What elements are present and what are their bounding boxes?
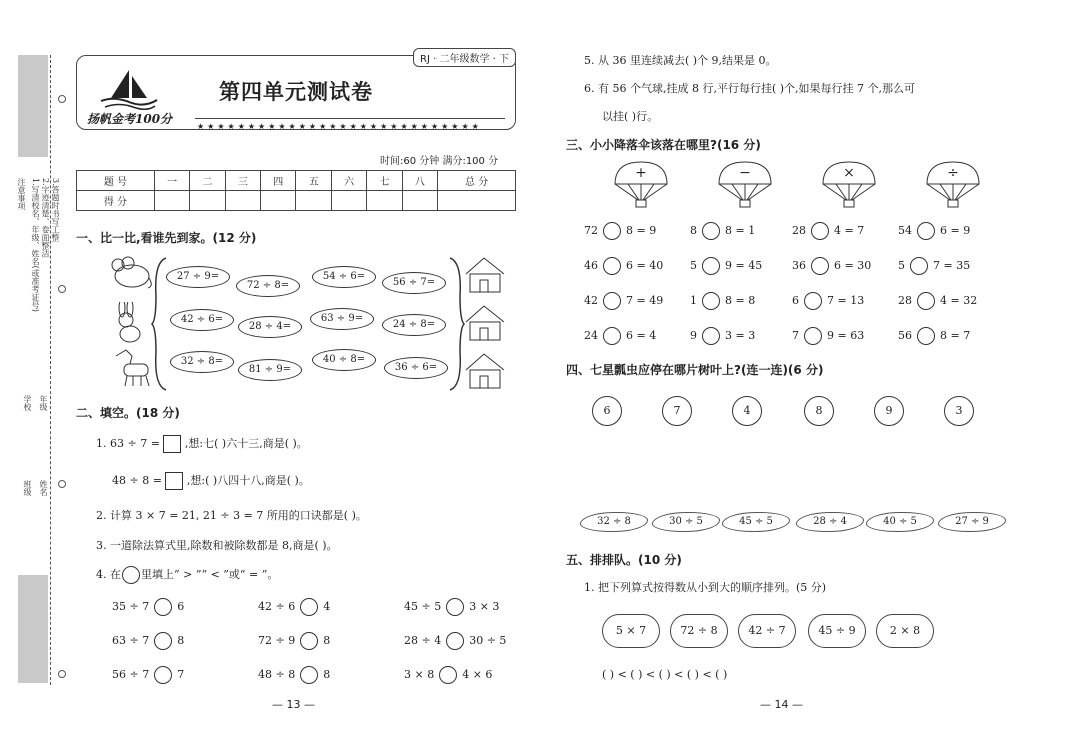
equation-left: 5 (898, 259, 905, 272)
score-header-cell: 一 (154, 171, 189, 191)
fill-q1a-text-2: ,想:七( )六十三,商是( )。 (184, 437, 308, 450)
compare-left: 63 ÷ 7 (112, 634, 150, 647)
race-oval: 72 ÷ 8= (236, 275, 300, 297)
operator-circle[interactable] (917, 222, 935, 240)
section-4-title: 四、七星瓢虫应停在哪片树叶上?(连一连)(6 分) (566, 363, 824, 377)
race-oval: 28 ÷ 4= (238, 316, 302, 338)
operator-circle[interactable] (811, 222, 829, 240)
parachute-sign: + (635, 165, 647, 181)
equation (690, 257, 762, 275)
house-icon (466, 306, 504, 340)
page-title: 第四单元测试卷 (219, 80, 373, 104)
equation-left: 24 (584, 329, 598, 342)
binding-grade: 年级 (39, 395, 48, 411)
compare-right: 6 (177, 600, 185, 613)
ladybug-icon[interactable]: 8 (804, 396, 834, 426)
fill-q2: 2. 计算 3 × 7 = 21, 21 ÷ 3 = 7 所用的口诀都是( )。 (96, 509, 367, 522)
equation (690, 292, 755, 310)
compare-item (112, 598, 184, 616)
equation (898, 257, 970, 275)
fill-q6b: 以挂( )行。 (602, 110, 659, 123)
operator-circle[interactable] (603, 292, 621, 310)
leaf[interactable]: 30 ÷ 5 (652, 512, 720, 532)
leaf[interactable]: 32 ÷ 8 (580, 512, 648, 532)
binding-strip (14, 55, 52, 683)
equation-left: 5 (690, 259, 697, 272)
equation-left: 9 (690, 329, 697, 342)
ladybug-icon[interactable]: 4 (732, 396, 762, 426)
operator-circle[interactable] (603, 257, 621, 275)
compare-left: 28 ÷ 4 (404, 634, 442, 647)
compare-circle[interactable] (154, 666, 172, 684)
score-cell[interactable] (190, 191, 225, 211)
section-3-title: 三、小小降落伞该落在哪里?(16 分) (566, 138, 761, 152)
section-1-title: 一、比一比,看谁先到家。(12 分) (76, 231, 257, 245)
page-number-right: — 14 — (760, 698, 803, 711)
answer-box[interactable] (165, 472, 183, 490)
fill-q1a (96, 435, 308, 453)
binding-notes-label: 注意事项 (17, 178, 26, 210)
score-cell[interactable] (225, 191, 260, 211)
fill-q4-text-2: 里填上“ > ”“ < ”或“ = ”。 (141, 568, 279, 581)
binding-school: 学校 (23, 395, 32, 411)
compare-item (258, 666, 330, 684)
compare-right: 3 × 3 (469, 600, 500, 613)
equation-right: 8 = 8 (725, 294, 756, 307)
fill-q4 (96, 566, 278, 584)
compare-item (112, 666, 184, 684)
score-row-label: 得 分 (77, 191, 155, 211)
star-divider: ★★★★★★★★★★★★★★★★★★★★★★★★★★★★ (197, 122, 482, 131)
operator-circle[interactable] (917, 327, 935, 345)
binding-hole (58, 670, 66, 678)
score-cell[interactable] (261, 191, 296, 211)
score-header-cell: 四 (261, 171, 296, 191)
compare-left: 72 ÷ 9 (258, 634, 296, 647)
fill-q1a-text: 1. 63 ÷ 7 = (96, 437, 160, 450)
score-table (76, 170, 516, 211)
compare-right: 4 (323, 600, 331, 613)
operator-circle[interactable] (702, 327, 720, 345)
compare-left: 56 ÷ 7 (112, 668, 150, 681)
equation (898, 292, 977, 310)
operator-circle[interactable] (804, 292, 822, 310)
compare-item (258, 632, 330, 650)
binding-gray-bottom (18, 575, 48, 683)
equation-right: 8 = 1 (725, 224, 756, 237)
cloud-card: 72 ÷ 8 (670, 614, 728, 648)
section-2-title: 二、填空。(18 分) (76, 406, 180, 420)
score-header-cell: 五 (296, 171, 331, 191)
binding-dashed-line (50, 55, 51, 685)
race-oval: 63 ÷ 9= (310, 308, 374, 330)
compare-circle[interactable] (300, 598, 318, 616)
fill-q1b-text-2: ,想:( )八四十八,商是( )。 (186, 474, 310, 487)
rabbit-icon (110, 302, 150, 344)
binding-note-3: 3.答题时书写工整 (51, 178, 60, 242)
compare-item (404, 632, 506, 650)
parachute-sign: × (843, 165, 855, 181)
compare-left: 48 ÷ 8 (258, 668, 296, 681)
score-cell[interactable] (402, 191, 437, 211)
equation (690, 222, 755, 240)
compare-item (404, 598, 499, 616)
equation-right: 8 = 7 (940, 329, 971, 342)
compare-left: 45 ÷ 5 (404, 600, 442, 613)
house-icon (466, 258, 504, 292)
race-oval: 36 ÷ 6= (384, 357, 448, 379)
operator-circle[interactable] (917, 292, 935, 310)
binding-gray-top (18, 55, 48, 157)
score-cell[interactable] (331, 191, 366, 211)
equation (792, 292, 864, 310)
leaf[interactable]: 45 ÷ 5 (722, 512, 790, 532)
parachute-sign: ÷ (947, 165, 959, 181)
equation-left: 1 (690, 294, 697, 307)
header-box (76, 55, 516, 130)
score-table-score-row (77, 191, 516, 211)
compare-item (404, 666, 492, 684)
race-oval: 56 ÷ 7= (382, 272, 446, 294)
operator-circle[interactable] (910, 257, 928, 275)
equation-left: 72 (584, 224, 598, 237)
grade-tag: RJ · 二年级数学 · 下 (413, 48, 516, 67)
compare-circle[interactable] (439, 666, 457, 684)
house-icon (466, 354, 504, 388)
sort-question: 1. 把下列算式按得数从小到大的顺序排列。(5 分) (584, 581, 827, 594)
fill-q5: 5. 从 36 里连续减去( )个 9,结果是 0。 (584, 54, 777, 67)
circle-symbol (122, 566, 140, 584)
equation-left: 42 (584, 294, 598, 307)
ladybug-icon[interactable]: 9 (874, 396, 904, 426)
equation-right: 7 = 13 (827, 294, 865, 307)
equation-left: 6 (792, 294, 799, 307)
equation (792, 222, 864, 240)
equation-left: 56 (898, 329, 912, 342)
cloud-card: 5 × 7 (602, 614, 660, 648)
operator-circle[interactable] (702, 292, 720, 310)
binding-note-1: 1.写清校名、年级、姓名(或准考证号) (31, 178, 40, 312)
page-number-left: — 13 — (272, 698, 315, 711)
binding-hole (58, 480, 66, 488)
operator-circle[interactable] (804, 327, 822, 345)
equation-right: 6 = 30 (834, 259, 872, 272)
header-rule (195, 118, 505, 119)
equation-right: 7 = 49 (626, 294, 664, 307)
equation (584, 327, 656, 345)
race-oval: 32 ÷ 8= (170, 351, 234, 373)
equation-right: 6 = 40 (626, 259, 664, 272)
leaf[interactable]: 28 ÷ 4 (796, 512, 864, 532)
fill-q1b (112, 472, 310, 490)
fill-q1b-text: 48 ÷ 8 = (112, 474, 162, 487)
fill-q3: 3. 一道除法算式里,除数和被除数都是 8,商是( )。 (96, 539, 338, 552)
compare-left: 3 × 8 (404, 668, 435, 681)
binding-class: 班级 (23, 480, 32, 496)
compare-right: 30 ÷ 5 (469, 634, 507, 647)
house-icons (462, 256, 508, 392)
binding-name: 姓名 (39, 480, 48, 496)
fill-q6: 6. 有 56 个气球,挂成 8 行,平行每行挂( )个,如果每行挂 7 个,那么可 (584, 82, 916, 95)
binding-note-2: 2.字迹清楚、卷面整洁 (41, 178, 50, 258)
cloud-card: 45 ÷ 9 (808, 614, 866, 648)
fill-q4-text: 4. 在 (96, 568, 121, 581)
equation-left: 54 (898, 224, 912, 237)
parachute-sign: − (739, 165, 751, 181)
score-header-cell: 三 (225, 171, 260, 191)
score-header-cell: 六 (331, 171, 366, 191)
compare-left: 35 ÷ 7 (112, 600, 150, 613)
equation-left: 8 (690, 224, 697, 237)
operator-circle[interactable] (603, 222, 621, 240)
compare-right: 4 × 6 (462, 668, 493, 681)
parachute (612, 160, 670, 208)
equation (898, 327, 970, 345)
binding-hole (58, 285, 66, 293)
brand-logo-text: 扬帆金考100分 (87, 112, 173, 126)
score-header-cell: 二 (190, 171, 225, 191)
score-cell[interactable] (296, 191, 331, 211)
answer-box[interactable] (163, 435, 181, 453)
binding-hole (58, 95, 66, 103)
ladybug-icon[interactable]: 6 (592, 396, 622, 426)
equation-left: 46 (584, 259, 598, 272)
compare-circle[interactable] (446, 598, 464, 616)
ladybug-icon[interactable]: 7 (662, 396, 692, 426)
horse-icon (108, 346, 154, 388)
compare-circle[interactable] (154, 598, 172, 616)
equation (792, 327, 864, 345)
equation-right: 8 = 9 (626, 224, 657, 237)
compare-circle[interactable] (154, 632, 172, 650)
ladybug-icon[interactable]: 3 (944, 396, 974, 426)
leaf[interactable]: 27 ÷ 9 (938, 512, 1006, 532)
compare-right: 7 (177, 668, 185, 681)
equation (584, 292, 663, 310)
score-header-cell: 题 号 (77, 171, 155, 191)
operator-circle[interactable] (702, 222, 720, 240)
mouse-icon (104, 256, 154, 290)
section-5-title: 五、排排队。(10 分) (566, 553, 682, 567)
compare-circle[interactable] (446, 632, 464, 650)
compare-circle[interactable] (300, 632, 318, 650)
operator-circle[interactable] (702, 257, 720, 275)
cloud-card: 42 ÷ 7 (738, 614, 796, 648)
equation-right: 6 = 9 (940, 224, 971, 237)
compare-right: 8 (323, 668, 331, 681)
equation-right: 9 = 63 (827, 329, 865, 342)
score-cell[interactable] (438, 191, 516, 211)
leaf[interactable]: 40 ÷ 5 (866, 512, 934, 532)
equation-left: 36 (792, 259, 806, 272)
parachute (820, 160, 878, 208)
sort-answer-line[interactable]: ( ) < ( ) < ( ) < ( ) < ( ) (602, 668, 728, 681)
race-oval: 54 ÷ 6= (312, 266, 376, 288)
cloud-card: 2 × 8 (876, 614, 934, 648)
equation-right: 9 = 45 (725, 259, 763, 272)
score-header-cell: 八 (402, 171, 437, 191)
operator-circle[interactable] (603, 327, 621, 345)
equation (898, 222, 970, 240)
equation (584, 222, 656, 240)
equation-right: 7 = 35 (933, 259, 971, 272)
compare-left: 42 ÷ 6 (258, 600, 296, 613)
equation-left: 7 (792, 329, 799, 342)
equation (792, 257, 871, 275)
race-oval: 81 ÷ 9= (238, 359, 302, 381)
compare-circle[interactable] (300, 666, 318, 684)
race-oval: 40 ÷ 8= (312, 349, 376, 371)
race-oval: 42 ÷ 6= (170, 309, 234, 331)
equation-right: 4 = 32 (940, 294, 978, 307)
operator-circle[interactable] (811, 257, 829, 275)
equation-right: 4 = 7 (834, 224, 865, 237)
race-oval: 24 ÷ 8= (382, 314, 446, 336)
score-header-cell: 七 (367, 171, 402, 191)
compare-right: 8 (177, 634, 185, 647)
parachute (924, 160, 982, 208)
score-cell[interactable] (367, 191, 402, 211)
score-cell[interactable] (154, 191, 189, 211)
equation-right: 6 = 4 (626, 329, 657, 342)
time-score-info: 时间:60 分钟 满分:100 分 (380, 156, 499, 167)
race-oval: 27 ÷ 9= (166, 266, 230, 288)
compare-right: 8 (323, 634, 331, 647)
parachute (716, 160, 774, 208)
compare-item (258, 598, 330, 616)
score-table-header-row (77, 171, 516, 191)
compare-item (112, 632, 184, 650)
equation (584, 257, 663, 275)
equation (690, 327, 755, 345)
score-header-cell: 总 分 (438, 171, 516, 191)
equation-right: 3 = 3 (725, 329, 756, 342)
equation-left: 28 (898, 294, 912, 307)
equation-left: 28 (792, 224, 806, 237)
